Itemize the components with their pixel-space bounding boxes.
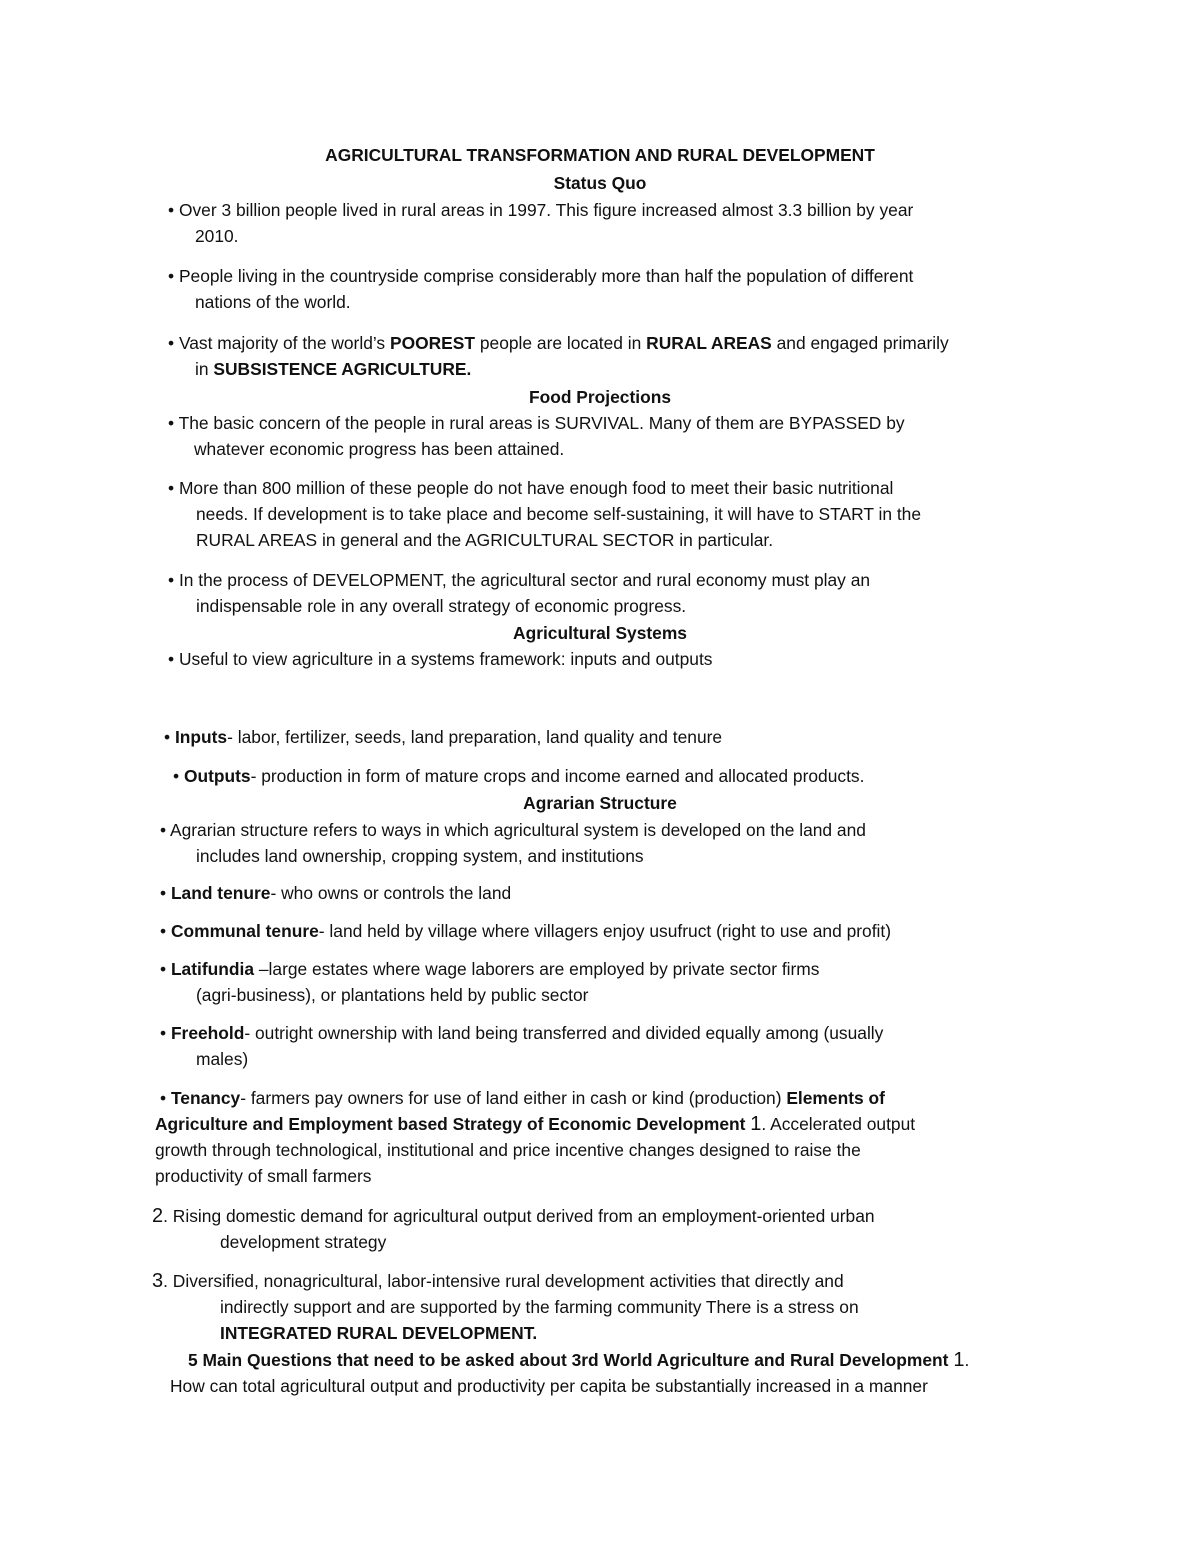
bullet-agrarian-1: • Agrarian structure refers to ways in which agricultural system is developed on the land and includes land ownership, cropping system, and institutions (160, 820, 866, 866)
bullet-communal-tenure: • Communal tenure- land held by village where villagers enjoy usufruct (right to use and profit) (160, 921, 892, 941)
bullet-food-2: • More than 800 million of these people do not have enough food to meet their basic nutritional needs. If development is to take place and become self-sustaining, it will have to START in the RURAL AREAS in general and the AGRICULTURAL SECTOR in particular. (168, 478, 922, 550)
heading-agrarian-structure: Agrarian Structure (523, 793, 677, 813)
bullet-icon: • (168, 478, 175, 498)
bullet-icon: • (168, 413, 175, 433)
elements-item-3: 3. Diversified, nonagricultural, labor-intensive rural development activities that directly and indirectly support and are supported by the farming community There is a stress on INTEGRATED RURAL DEVELOPMENT. (152, 1270, 859, 1343)
bullet-status-quo-3: • Vast majority of the world’s POOREST people are located in RURAL AREAS and engaged primarily in SUBSISTENCE AGRICULTURE. (168, 333, 949, 379)
bullet-icon: • (160, 820, 167, 840)
bullet-icon: • (168, 266, 175, 286)
bullet-icon: • (160, 1023, 167, 1043)
heading-agricultural-systems: Agricultural Systems (513, 623, 687, 643)
bullet-food-1: • The basic concern of the people in rural areas is SURVIVAL. Many of them are BYPASSED by whatever economic progress has been attained. (168, 413, 905, 459)
bullet-outputs: • Outputs- production in form of mature crops and income earned and allocated products. (173, 766, 865, 786)
bullet-icon: • (168, 570, 175, 590)
bullet-status-quo-2: • People living in the countryside comprise considerably more than half the population of different nations of the world. (168, 266, 914, 312)
bullet-status-quo-1: • Over 3 billion people lived in rural areas in 1997. This figure increased almost 3.3 billion by year 2010. (168, 200, 914, 246)
bullet-systems-1: • Useful to view agriculture in a systems framework: inputs and outputs (168, 649, 713, 669)
bullet-food-3: • In the process of DEVELOPMENT, the agricultural sector and rural economy must play an indispensable role in any overall strategy of economic progress. (168, 570, 871, 616)
heading-food-projections: Food Projections (528, 387, 672, 407)
elements-item-2: 2. Rising domestic demand for agricultural output derived from an employment-oriented urban development strategy (152, 1205, 875, 1252)
document-title: AGRICULTURAL TRANSFORMATION AND RURAL DEVELOPMENT (325, 145, 875, 165)
bullet-freehold: • Freehold- outright ownership with land being transferred and divided equally among (usually males) (160, 1023, 884, 1069)
elements-item-1: Agriculture and Employment based Strategy of Economic Development 1. Accelerated output growth through technological, institutional and price incentive changes designed to raise the productivity of small farmers (155, 1113, 916, 1186)
heading-status-quo: Status Quo (553, 173, 647, 193)
bullet-icon: • (160, 883, 167, 903)
bullet-icon: • (173, 766, 180, 786)
bullet-tenancy: • Tenancy- farmers pay owners for use of land either in cash or kind (production) Elements of (160, 1088, 885, 1108)
bullet-icon: • (160, 1088, 167, 1108)
main-questions-heading: 5 Main Questions that need to be asked about 3rd World Agriculture and Rural Development 1. (188, 1349, 970, 1371)
bullet-icon: • (164, 727, 171, 747)
bullet-land-tenure: • Land tenure- who owns or controls the land (160, 883, 512, 903)
bullet-latifundia: • Latifundia –large estates where wage laborers are employed by private sector firms (agri-business), or plantations held by public sector (160, 959, 820, 1005)
bullet-inputs: • Inputs- labor, fertilizer, seeds, land preparation, land quality and tenure (164, 727, 723, 747)
bullet-icon: • (160, 959, 167, 979)
main-question-1: How can total agricultural output and productivity per capita be substantially increased in a manner (170, 1376, 928, 1396)
bullet-icon: • (168, 333, 175, 353)
bullet-icon: • (168, 649, 175, 669)
bullet-icon: • (168, 200, 175, 220)
bullet-icon: • (160, 921, 167, 941)
